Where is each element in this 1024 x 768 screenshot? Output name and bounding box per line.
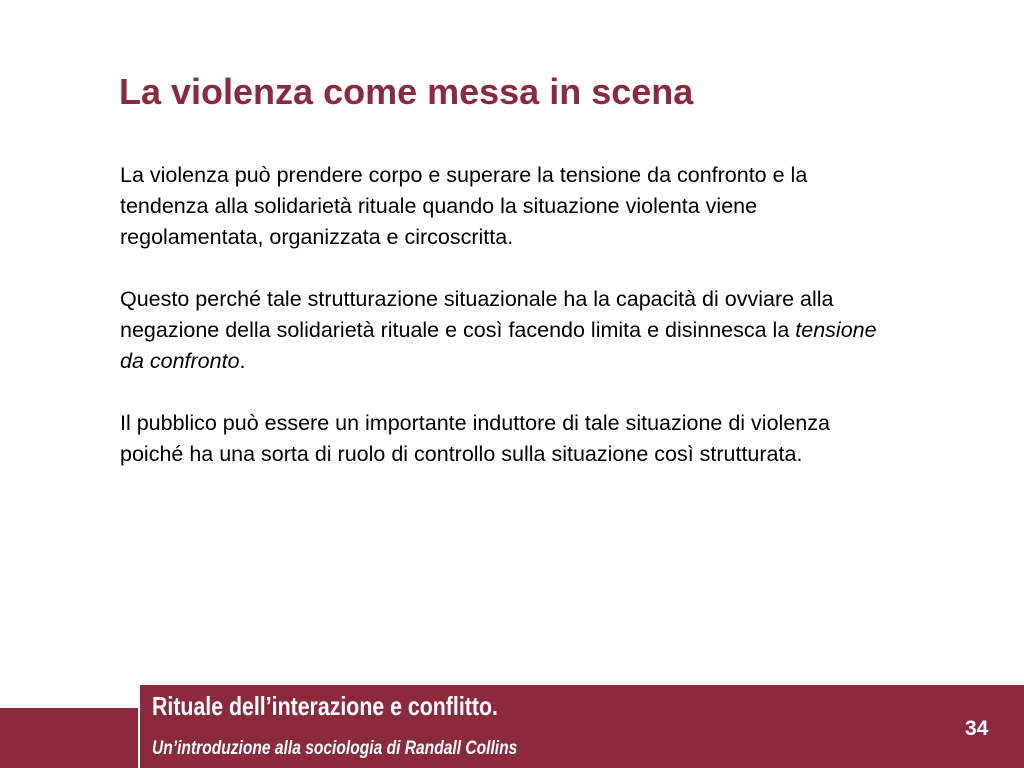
paragraph-2 [120, 284, 880, 377]
paragraph-2-emphasis: tensione da confronto [120, 318, 877, 373]
footer-subtitle: Un’introduzione alla sociologia di Randall Collins [152, 738, 518, 759]
paragraph-2-text: Questo perché tale strutturazione situazionale ha la capacità di ovviare alla negazione della solidarietà rituale e così facendo limita e disinnesca la [120, 287, 834, 342]
paragraph-3: Il pubblico può essere un importante induttore di tale situazione di violenza poiché ha una sorta di ruolo di controllo sulla situazione così strutturata. [120, 411, 830, 466]
paragraph-2-text-end: . [239, 349, 246, 373]
footer-title: Rituale dell’interazione e conflitto. [152, 691, 498, 721]
slide-title: La violenza come messa in scena [119, 71, 694, 112]
slide-body [120, 160, 880, 501]
paragraph-1: La violenza può prendere corpo e superare la tensione da confronto e la tendenza alla solidarietà rituale quando la situazione violenta viene regolamentata, organizzata e circoscritta. [120, 163, 808, 249]
page-number: 34 [965, 717, 989, 740]
